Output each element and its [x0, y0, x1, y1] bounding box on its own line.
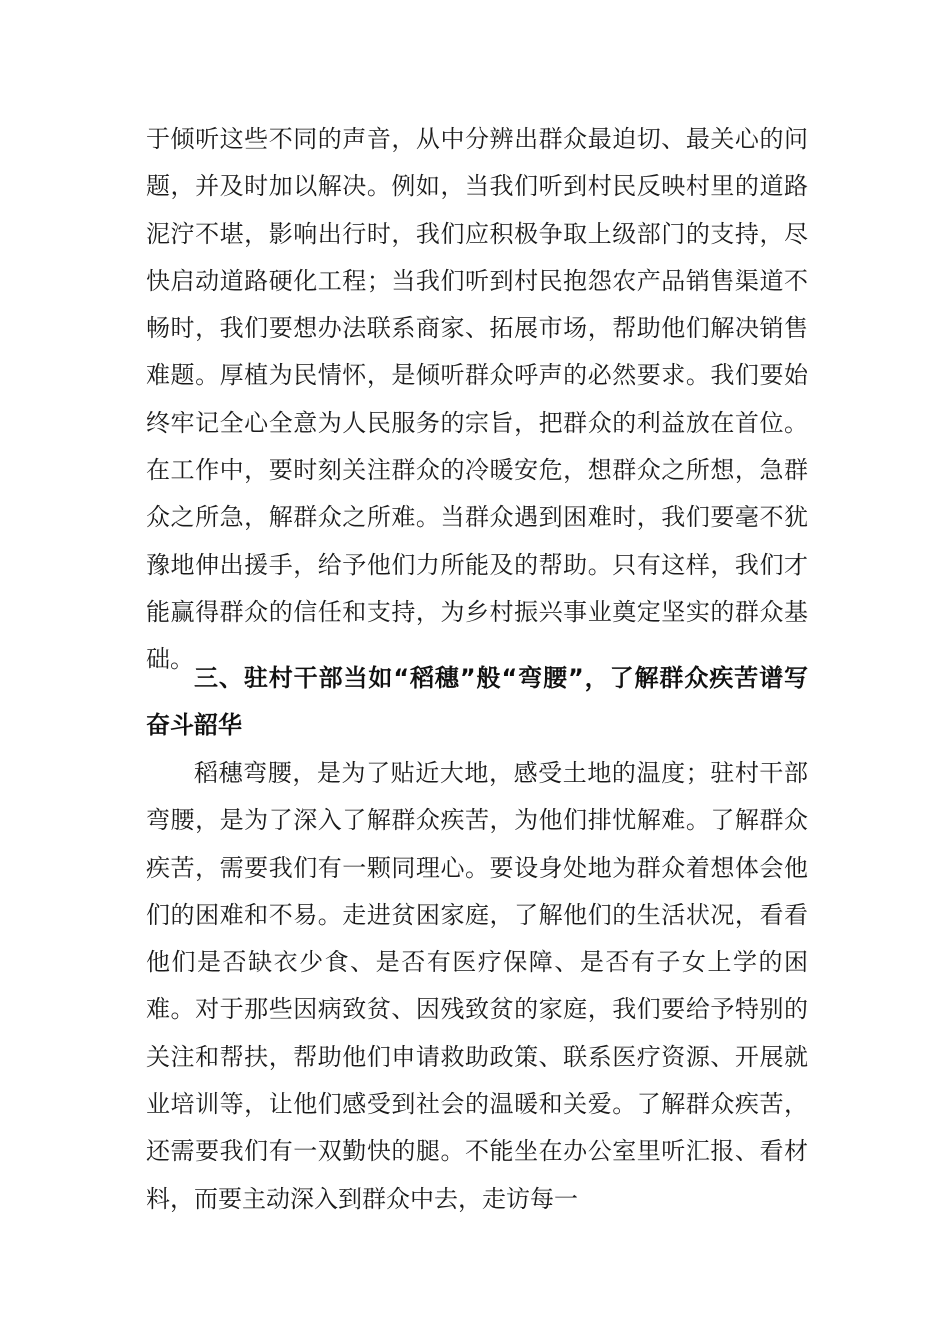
paragraph-text: 稻穗弯腰，是为了贴近大地，感受土地的温度；驻村干部弯腰，是为了深入了解群众疾苦，为他们排忧解难。了解群众疾苦，需要我们有一颗同理心。要设身处地为群众着想体会他们的困难和不易。走进贫困家庭，了解他们的生活状况，看看他们是否缺衣少食、是否有医疗保障、是否有子女上学的困难。对于那些因病致贫、因残致贫的家庭，我们要给予特别的关注和帮扶，帮助他们申请救助政策、联系医疗资源、开展就业培训等，让他们感受到社会的温暖和关爱。了解群众疾苦，还需要我们有一双勤快的腿。不能坐在办公室里听汇报、看材料，而要主动深入到群众中去，走访每一: [146, 759, 808, 1213]
paragraph-text: 于倾听这些不同的声音，从中分辨出群众最迫切、最关心的问题，并及时加以解决。例如，当我们听到村民反映村里的道路泥泞不堪，影响出行时，我们应积极争取上级部门的支持，尽快启动道路硬化工程；当我们听到村民抱怨农产品销售渠道不畅时，我们要想办法联系商家、拓展市场，帮助他们解决销售难题。厚植为民情怀，是倾听群众呼声的必然要求。我们要始终牢记全心全意为人民服务的宗旨，把群众的利益放在首位。在工作中，要时刻关注群众的冷暖安危，想群众之所想，急群众之所急，解群众之所难。当群众遇到困难时，我们要毫不犹豫地伸出援手，给予他们力所能及的帮助。只有这样，我们才能赢得群众的信任和支持，为乡村振兴事业奠定坚实的群众基础。: [146, 125, 808, 674]
body-paragraph-continued: [146, 116, 808, 684]
section-heading: 三、驻村干部当如“稻穗”般“弯腰”，了解群众疾苦谱写奋斗韶华: [146, 664, 808, 740]
body-paragraph-section-three: [146, 750, 808, 1223]
